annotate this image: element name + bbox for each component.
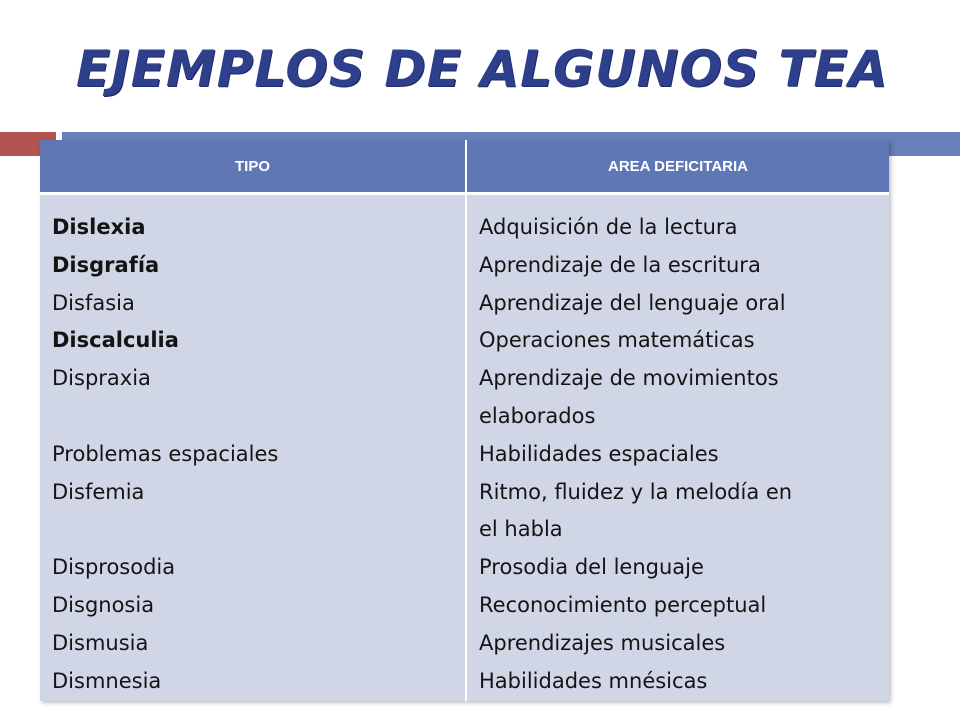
area-item: Aprendizajes musicales: [479, 630, 726, 655]
slide-title: EJEMPLOS DE ALGUNOS TEA: [76, 40, 889, 98]
area-item: Adquisición de la lectura: [479, 215, 738, 239]
area-item: Aprendizaje del lenguaje oral: [479, 290, 786, 315]
area-item: Aprendizaje de la escritura: [479, 252, 761, 277]
tipo-item: Dismusia: [52, 630, 149, 655]
tipo-item: Disfasia: [52, 290, 135, 315]
table-container: [40, 140, 889, 701]
tea-table: [40, 140, 889, 701]
area-item: Prosodia del lenguaje: [479, 555, 704, 580]
table-row: [40, 194, 889, 702]
area-item: elaborados: [479, 403, 596, 428]
area-item: Operaciones matemáticas: [479, 328, 755, 353]
area-cell: [466, 194, 889, 702]
tipo-item: Disfemia: [52, 479, 145, 504]
area-item: Habilidades mnésicas: [479, 668, 708, 693]
tipo-item: Disgrafía: [52, 252, 160, 277]
area-item: Ritmo, fluidez y la melodía en: [479, 479, 793, 504]
header-tipo: TIPO: [40, 140, 466, 194]
header-area-deficitaria: AREA DEFICITARIA: [466, 140, 889, 194]
area-item: Aprendizaje de movimientos: [479, 366, 779, 391]
area-item: Habilidades espaciales: [479, 441, 719, 466]
tipo-item: Disprosodia: [52, 555, 176, 580]
tipo-item: Dispraxia: [52, 366, 151, 391]
tipo-item: Disgnosia: [52, 592, 155, 617]
area-item: el habla: [479, 517, 563, 542]
tipo-item: Discalculia: [52, 328, 179, 353]
tipo-cell: [40, 194, 466, 702]
tipo-item: Dismnesia: [52, 668, 162, 693]
table-header-row: [40, 140, 889, 194]
tipo-item: [52, 511, 453, 549]
area-item: Reconocimiento perceptual: [479, 592, 767, 617]
tipo-item: Problemas espaciales: [52, 441, 279, 466]
tipo-item: [52, 398, 453, 436]
tipo-item: Dislexia: [52, 215, 146, 239]
